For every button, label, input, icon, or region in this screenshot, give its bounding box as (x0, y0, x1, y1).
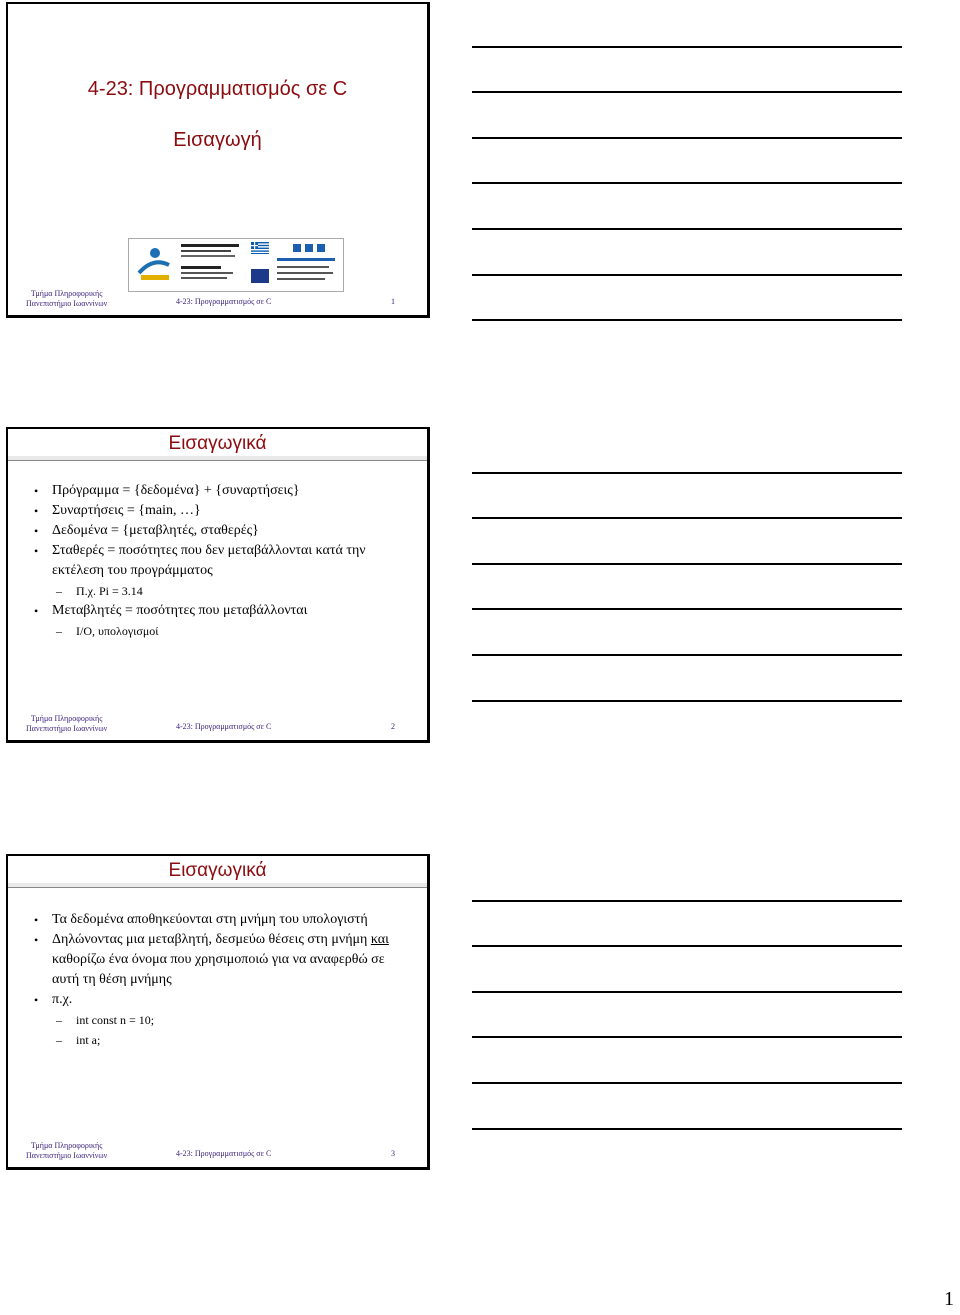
footer-slide-number: 1 (391, 297, 395, 306)
footer-institution (26, 714, 107, 734)
funding-logo-banner (128, 238, 344, 292)
bullet-item: • π.χ. (34, 990, 407, 1010)
slide-title: Εισαγωγικά (168, 860, 267, 881)
footer-dept: Τμήμα Πληροφορικής (30, 1141, 103, 1150)
slide-title: 4-23: Προγραμματισμός σε C (87, 78, 348, 100)
slide-1 (6, 2, 430, 318)
bullet-item: • Μεταβλητές = ποσότητες που μεταβάλλονται (34, 601, 407, 621)
greek-flag-icon (251, 242, 269, 254)
slide-subtitle: Εισαγωγή (173, 129, 262, 151)
footer-course: 4-23: Προγραμματισμός σε C (176, 297, 272, 306)
footer-slide-number: 3 (391, 1149, 395, 1158)
underlined-word: και (370, 932, 389, 947)
sub-bullet-item: – int const n = 10; (34, 1010, 407, 1030)
footer-univ: Πανεπιστήμιο Ιωαννίνων (26, 724, 108, 733)
bullet-item: • Δεδομένα = {μεταβλητές, σταθερές} (34, 521, 407, 541)
footer-institution (26, 289, 107, 309)
education-logo-icon (275, 242, 339, 286)
footer-univ: Πανεπιστήμιο Ιωαννίνων (26, 1151, 108, 1160)
slide-bullets (34, 481, 407, 641)
slide-title: Εισαγωγικά (168, 433, 267, 454)
bullet-text: Δηλώνοντας μια μεταβλητή, δεσμεύω θέσεις στη μνήμη (52, 932, 368, 947)
ministry-text-icon (179, 242, 243, 286)
title-divider (8, 883, 427, 888)
bullet-item (34, 930, 407, 990)
footer-institution (26, 1141, 107, 1161)
bullet-item: • Πρόγραμμα = {δεδομένα} + {συναρτήσεις} (34, 481, 407, 501)
bullet-item: • Σταθερές = ποσότητες που δεν μεταβάλλονται κατά την εκτέλεση του προγράμματος (34, 541, 407, 581)
bullet-item: • Συναρτήσεις = {main, …} (34, 501, 407, 521)
footer-univ: Πανεπιστήμιο Ιωαννίνων (26, 299, 108, 308)
sub-bullet-item: – int a; (34, 1030, 407, 1050)
slide-3 (6, 854, 430, 1170)
footer-course: 4-23: Προγραμματισμός σε C (176, 1149, 272, 1158)
eu-flag-icon (251, 269, 269, 283)
footer-course: 4-23: Προγραμματισμός σε C (176, 722, 272, 731)
sub-bullet-item: – Π.χ. Pi = 3.14 (34, 581, 407, 601)
bullet-item: • Τα δεδομένα αποθηκεύονται στη μνήμη του υπολογιστή (34, 910, 407, 930)
bullet-text: καθορίζω ένα όνομα που χρησιμοποιώ για να αναφερθώ σε αυτή τη θέση μνήμης (52, 952, 385, 987)
page-number: 1 (944, 1288, 954, 1310)
footer-slide-number: 2 (391, 722, 395, 731)
footer-dept: Τμήμα Πληροφορικής (30, 714, 103, 723)
sub-bullet-item: – I/O, υπολογισμοί (34, 621, 407, 641)
olympic-logo-icon (133, 243, 175, 285)
title-divider (8, 456, 427, 461)
footer-dept: Τμήμα Πληροφορικής (30, 289, 103, 298)
slide-2 (6, 427, 430, 743)
slide-bullets (34, 910, 407, 1050)
